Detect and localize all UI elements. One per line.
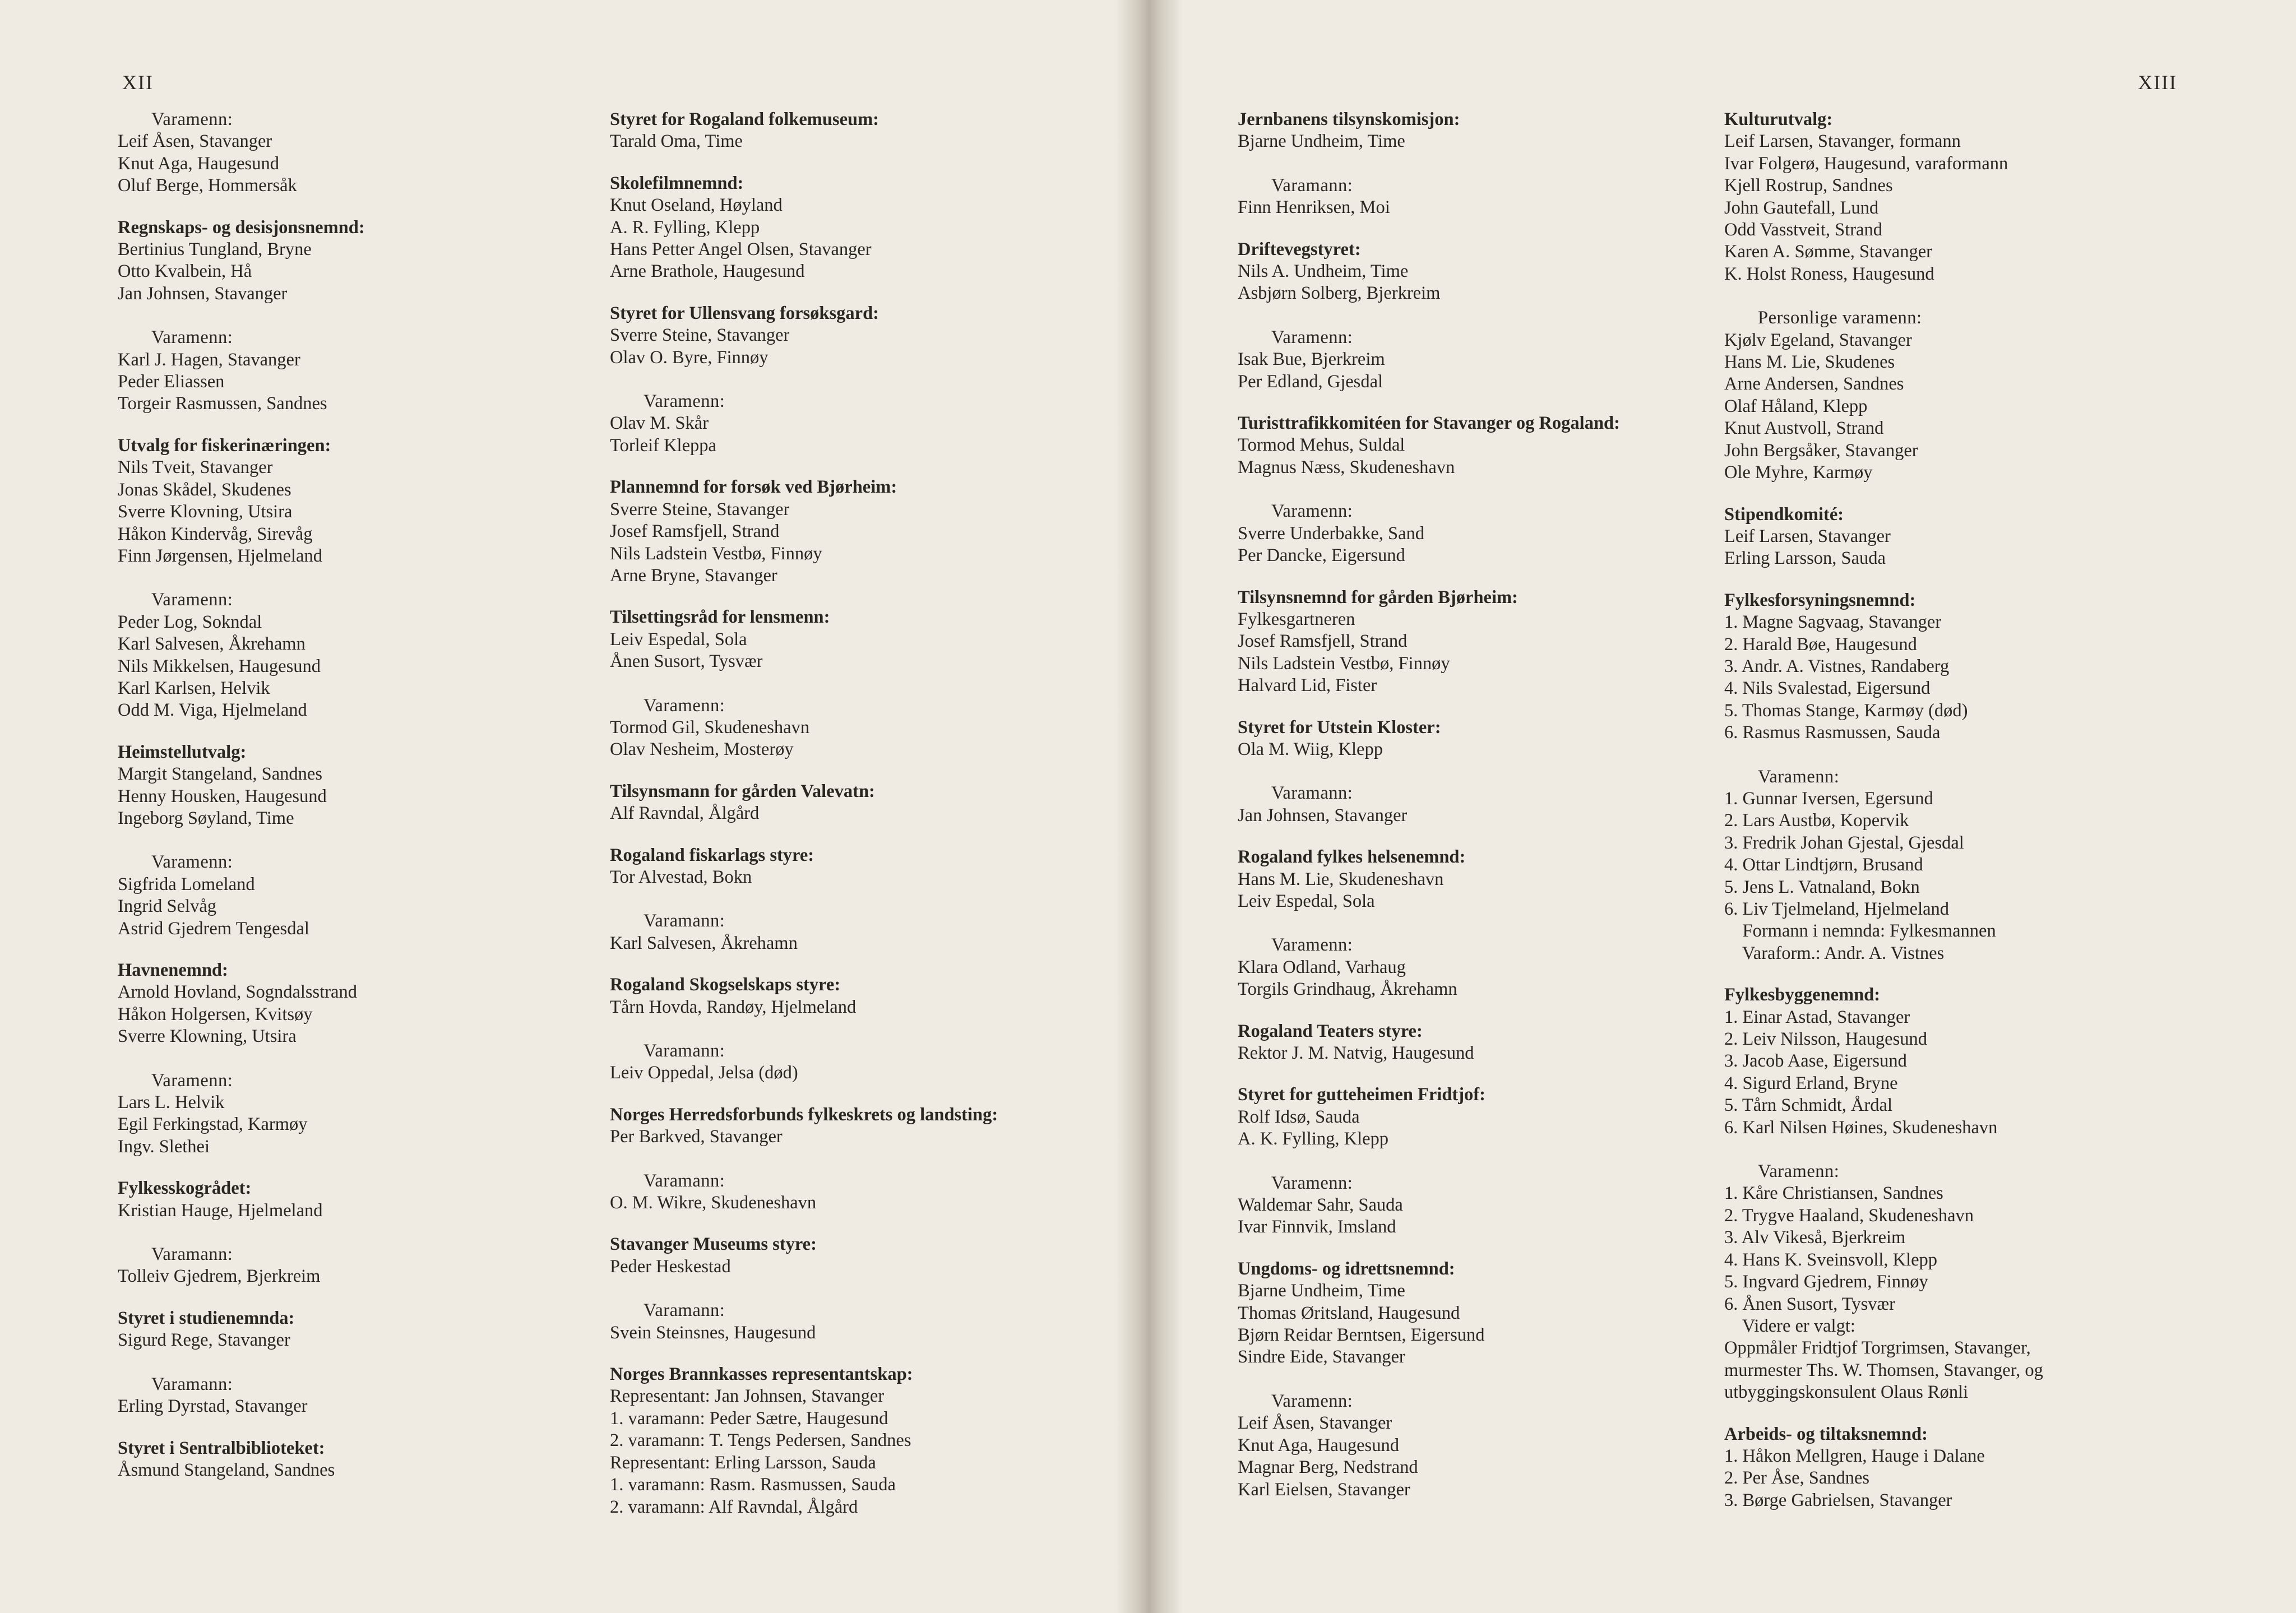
member-entry: Margit Stangeland, Sandnes [118,764,322,785]
member-entry: Arnold Hovland, Sogndalsstrand [118,982,357,1003]
member-entry: Ånen Susort, Tysvær [610,651,763,672]
member-entry: Nils A. Undheim, Time [1238,261,1409,282]
committee-title: Tilsettingsråd for lensmenn: [610,607,830,628]
deputies-heading: Varamenn: [1758,1161,1840,1182]
committee-title: Styret for gutteheimen Fridtjof: [1238,1084,1485,1105]
column-3 [1238,109,1720,1521]
member-entry: Tårn Hovda, Randøy, Hjelmeland [610,996,857,1017]
member-entry: Kjell Rostrup, Sandnes [1724,175,1893,196]
member-entry: Representant: Jan Johnsen, Stavanger [610,1386,885,1407]
member-entry: K. Holst Roness, Haugesund [1724,263,1934,284]
deputies-heading: Varamenn: [1271,1390,1353,1411]
member-entry: Arne Brathole, Haugesund [610,261,805,282]
member-entry: Sverre Steine, Stavanger [610,499,790,520]
member-entry: Tormod Gil, Skudeneshavn [610,717,810,738]
committee-title: Tilsynsnemnd for gården Bjørheim: [1238,587,1518,608]
deputies-heading: Varamenn: [1758,766,1840,787]
committee-section [610,303,1103,457]
member-entry: 2. Per Åse, Sandnes [1724,1468,1870,1489]
spacer [1238,305,1720,327]
member-entry: Otto Kvalbein, Hå [118,261,252,282]
member-entry: Ingv. Slethei [118,1136,210,1157]
spacer [1724,285,2229,307]
member-entry: Karl Eielsen, Stavanger [1238,1479,1410,1500]
committee-section [118,217,589,415]
member-entry: Sigfrida Lomeland [118,874,255,894]
deputies-heading: Varamenn: [1271,1172,1353,1193]
member-entry: Nils Mikkelsen, Haugesund [118,656,321,676]
spacer [1724,1139,2229,1161]
member-entry: Finn Henriksen, Moi [1238,197,1390,218]
member-entry: 1. varamann: Rasm. Rasmussen, Sauda [610,1475,896,1495]
member-entry: Svein Steinsnes, Haugesund [610,1322,816,1343]
committee-title: Rogaland fylkes helsenemnd: [1238,847,1466,868]
member-entry: John Gautefall, Lund [1724,197,1879,218]
member-entry: 5. Thomas Stange, Karmøy (død) [1724,700,1968,721]
member-entry: 5. Tårn Schmidt, Årdal [1724,1095,1892,1116]
column-1 [118,109,589,1501]
committee-title: Rogaland Skogselskaps styre: [610,975,841,995]
member-entry: Per Dancke, Eigersund [1238,545,1405,566]
member-entry: Hans Petter Angel Olsen, Stavanger [610,239,872,260]
member-entry: Bjørn Reidar Berntsen, Eigersund [1238,1325,1485,1346]
committee-title: Havnenemnd: [118,960,228,980]
deputies-heading: Varamenn: [151,852,233,873]
committee-section [610,1364,1103,1518]
member-entry: Olav Nesheim, Mosterøy [610,739,794,760]
deputies-heading: Varamenn: [1271,501,1353,522]
committee-section [1238,1021,1720,1065]
member-entry: Torleif Kleppa [610,435,716,456]
committee-title: Turisttrafikkomitéen for Stavanger og Rogaland: [1238,413,1620,434]
member-entry: Bertinius Tungland, Bryne [118,239,312,260]
deputies-heading: Varamenn: [151,1070,233,1091]
member-entry: 6. Karl Nilsen Høines, Skudeneshavn [1724,1117,1998,1138]
member-entry: 3. Jacob Aase, Eigersund [1724,1051,1907,1072]
spacer [118,1222,589,1244]
member-entry: Finn Jørgensen, Hjelmeland [118,545,322,566]
member-entry: Leif Larsen, Stavanger [1724,526,1891,546]
member-entry: Leif Åsen, Stavanger [1238,1413,1392,1434]
committee-section [1238,239,1720,393]
spacer [1238,912,1720,934]
member-entry: Tarald Oma, Time [610,131,743,152]
committee-title: Fylkesforsyningsnemnd: [1724,590,1916,610]
column-2 [610,109,1103,1538]
member-entry: 5. Ingvard Gjedrem, Finnøy [1724,1272,1928,1292]
member-entry: Hans M. Lie, Skudeneshavn [1238,869,1444,889]
committee-title: Skolefilmnemnd: [610,173,744,193]
committee-section [118,741,589,940]
member-entry: Rektor J. M. Natvig, Haugesund [1238,1043,1474,1063]
member-entry: Åsmund Stangeland, Sandnes [118,1459,335,1480]
committee-section [610,1234,1103,1344]
committee-section [118,1308,589,1418]
committee-title: Styret for Ullensvang forsøksgard: [610,303,879,323]
member-entry: Erling Dyrstad, Stavanger [118,1396,308,1417]
committee-title: Norges Herredsforbunds fylkeskrets og landsting: [610,1104,998,1125]
member-entry: Varaform.: Andr. A. Vistnes [1724,943,1945,963]
spacer [118,829,589,851]
member-entry: Sverre Steine, Stavanger [610,325,790,346]
page-number-left: XII [122,71,154,94]
committee-section [610,974,1103,1084]
member-entry: Sverre Underbakke, Sand [1238,523,1425,544]
committee-section [610,845,1103,955]
spacer [1238,761,1720,782]
member-entry: Jan Johnsen, Stavanger [118,283,288,304]
committee-section [118,960,589,1158]
spacer [610,369,1103,391]
spacer [610,1018,1103,1040]
member-entry: 6. Liv Tjelmeland, Hjelmeland [1724,899,1950,919]
committee-section [1724,1424,2229,1512]
member-entry: Erling Larsson, Sauda [1724,548,1886,569]
member-entry: 3. Andr. A. Vistnes, Randaberg [1724,656,1950,676]
member-entry: Leiv Espedal, Sola [610,629,747,650]
deputies-heading: Varamann: [644,1300,725,1321]
member-entry: A. R. Fylling, Klepp [610,217,760,238]
member-entry: Halvard Lid, Fister [1238,675,1377,696]
member-entry: Olaf Håland, Klepp [1724,396,1868,416]
member-entry: Oppmåler Fridtjof Torgrimsen, Stavanger, [1724,1338,2031,1359]
committee-title: Rogaland fiskarlags styre: [610,845,814,865]
member-entry: Torgils Grindhaug, Åkrehamn [1238,979,1457,1000]
committee-title: Styret for Rogaland folkemuseum: [610,109,879,129]
member-entry: 3. Fredrik Johan Gjestal, Gjesdal [1724,832,1964,853]
member-entry: Thomas Øritsland, Haugesund [1238,1303,1460,1323]
member-entry: Arne Andersen, Sandnes [1724,374,1904,395]
member-entry: Tor Alvestad, Bokn [610,866,752,887]
deputies-heading: Personlige varamenn: [1758,308,1922,328]
member-entry: Rolf Idsø, Sauda [1238,1106,1360,1127]
deputies-heading: Varamenn: [1271,327,1353,347]
deputies-heading: Varamann: [1271,175,1353,196]
member-entry: Josef Ramsfjell, Strand [1238,631,1408,652]
member-entry: Karl J. Hagen, Stavanger [118,349,300,370]
member-entry: Håkon Holgersen, Kvitsøy [118,1004,313,1025]
committee-section [610,781,1103,825]
member-entry: Waldemar Sahr, Sauda [1238,1195,1403,1216]
member-entry: Tormod Mehus, Suldal [1238,435,1405,456]
member-entry: Sigurd Rege, Stavanger [118,1330,290,1351]
member-entry: Magnar Berg, Nedstrand [1238,1457,1418,1478]
member-entry: Sindre Eide, Stavanger [1238,1347,1405,1368]
member-entry: 3. Alv Vikeså, Bjerkreim [1724,1227,1906,1248]
committee-section [1724,590,2229,965]
member-entry: 2. Trygve Haaland, Skudeneshavn [1724,1205,1974,1226]
member-entry: Knut Aga, Haugesund [1238,1435,1399,1456]
committee-section [610,109,1103,153]
member-entry: 6. Rasmus Rasmussen, Sauda [1724,722,1941,743]
committee-section [610,1104,1103,1215]
member-entry: Kjølv Egeland, Stavanger [1724,330,1912,350]
member-entry: Jonas Skådel, Skudenes [118,479,291,500]
member-entry: Hans M. Lie, Skudenes [1724,352,1895,373]
committee-section [118,435,589,722]
committee-section [1238,1258,1720,1501]
committee-title: Stipendkomité: [1724,504,1844,525]
member-entry: 1. Magne Sagvaag, Stavanger [1724,612,1942,633]
committee-section [1238,412,1720,567]
member-entry: Bjarne Undheim, Time [1238,131,1405,152]
member-entry: Knut Aga, Haugesund [118,153,279,174]
member-entry: Ingeborg Søyland, Time [118,808,294,828]
member-entry: Egil Ferkingstad, Karmøy [118,1114,308,1135]
committee-title: Styret for Utstein Kloster: [1238,717,1441,738]
member-entry: Odd Vasstveit, Strand [1724,220,1882,240]
member-entry: Karl Karlsen, Helvik [118,678,270,698]
member-entry: Karen A. Sømme, Stavanger [1724,242,1932,262]
member-entry: Nils Ladstein Vestbø, Finnøy [1238,653,1450,674]
spacer [610,673,1103,695]
committee-section [610,173,1103,283]
committee-title: Heimstellutvalg: [118,741,247,762]
member-entry: 2. varamann: T. Tengs Pedersen, Sandnes [610,1430,911,1451]
member-entry: Sverre Klovning, Utsira [118,502,293,522]
committee-section [118,1178,589,1288]
committee-title: Regnskaps- og desisjonsnemnd: [118,217,365,238]
committee-title: Jernbanens tilsynskomisjon: [1238,109,1460,129]
member-entry: Josef Ramsfjell, Strand [610,521,780,542]
deputies-heading: Varamann: [644,1170,725,1191]
committee-section [1238,846,1720,1000]
member-entry: Alf Ravndal, Ålgård [610,803,760,824]
book-gutter [1115,0,1183,1613]
committee-section [1238,587,1720,697]
spacer [1724,744,2229,766]
member-entry: 2. Lars Austbø, Kopervik [1724,810,1909,831]
member-entry: O. M. Wikre, Skudeneshavn [610,1193,817,1213]
committee-title: Fylkesskogrådet: [118,1178,252,1199]
committee-section [1238,717,1720,827]
committee-title: Styret i studienemnda: [118,1308,295,1328]
member-entry: 4. Ottar Lindtjørn, Brusand [1724,855,1923,875]
member-entry: Kristian Hauge, Hjelmeland [118,1200,323,1221]
member-entry: Isak Bue, Bjerkreim [1238,349,1385,370]
member-entry: Peder Heskestad [610,1256,731,1277]
member-entry: Ingrid Selvåg [118,896,217,917]
deputies-heading: Varamenn: [151,109,233,129]
member-entry: 5. Jens L. Vatnaland, Bokn [1724,877,1920,897]
member-entry: Knut Oseland, Høyland [610,195,783,216]
member-entry: Oluf Berge, Hommersåk [118,175,297,196]
member-entry: John Bergsåker, Stavanger [1724,440,1918,461]
member-entry: 1. varamann: Peder Sætre, Haugesund [610,1408,888,1429]
member-entry: Knut Austvoll, Strand [1724,418,1884,439]
member-entry: Fylkesgartneren [1238,609,1355,629]
committee-title: Styret i Sentralbiblioteket: [118,1438,325,1458]
member-entry: 2. Leiv Nilsson, Haugesund [1724,1029,1927,1050]
committee-section [1724,984,2229,1403]
deputies-heading: Varamenn: [1271,935,1353,956]
spacer [610,1148,1103,1170]
committee-section [610,476,1103,587]
page-number-right: XIII [2138,71,2177,94]
deputies-heading: Varamenn: [151,590,233,610]
spacer [1238,1369,1720,1390]
deputies-heading: Varamann: [151,1374,233,1394]
member-entry: Per Barkved, Stavanger [610,1127,783,1147]
spacer [118,1352,589,1374]
committee-title: Stavanger Museums styre: [610,1234,817,1255]
committee-title: Tilsynsmann for gården Valevatn: [610,781,875,801]
committee-section [1238,1084,1720,1238]
column-4 [1724,109,2229,1531]
spacer [1238,479,1720,500]
member-entry: A. K. Fylling, Klepp [1238,1129,1389,1150]
member-entry: Ole Myhre, Karmøy [1724,462,1873,483]
deputies-heading: Varamenn: [151,327,233,348]
spacer [610,888,1103,910]
spacer [1238,1151,1720,1172]
deputies-heading: Varamann: [1271,783,1353,804]
member-entry: Formann i nemnda: Fylkesmannen [1724,921,1996,942]
member-entry: Bjarne Undheim, Time [1238,1281,1405,1301]
member-entry: Jan Johnsen, Stavanger [1238,805,1408,826]
committee-title: Utvalg for fiskerinæringen: [118,435,331,456]
member-entry: Peder Log, Sokndal [118,611,262,632]
committee-section [1238,109,1720,219]
member-entry: Magnus Næss, Skudeneshavn [1238,457,1455,478]
member-entry: Ivar Folgerø, Haugesund, varaformann [1724,153,2008,174]
member-entry: Tolleiv Gjedrem, Bjerkreim [118,1266,321,1287]
committee-title: Arbeids- og tiltaksnemnd: [1724,1424,1928,1444]
member-entry: 4. Hans K. Sveinsvoll, Klepp [1724,1249,1938,1270]
member-entry: Astrid Gjedrem Tengesdal [118,918,309,939]
member-entry: 1. Kåre Christiansen, Sandnes [1724,1183,1943,1204]
member-entry: Nils Ladstein Vestbø, Finnøy [610,543,822,564]
member-entry: utbyggingskonsulent Olaus Rønli [1724,1382,1969,1403]
committee-title: Fylkesbyggenemnd: [1724,985,1881,1005]
member-entry: Videre er valgt: [1724,1315,1855,1336]
committee-title: Plannemnd for forsøk ved Bjørheim: [610,477,897,498]
member-entry: 2. varamann: Alf Ravndal, Ålgård [610,1496,858,1517]
member-entry: 4. Nils Svalestad, Eigersund [1724,678,1931,699]
committee-section [1724,504,2229,570]
deputies-heading: Varamann: [644,911,725,931]
member-entry: murmester Ths. W. Thomsen, Stavanger, og [1724,1360,2043,1380]
member-entry: Sverre Klowning, Utsira [118,1026,297,1047]
committee-title: Kulturutvalg: [1724,109,1833,129]
member-entry: Leiv Oppedal, Jelsa (død) [610,1063,798,1083]
spacer [118,1048,589,1070]
member-entry: Henny Housken, Haugesund [118,786,327,806]
member-entry: Karl Salvesen, Åkrehamn [610,933,798,953]
member-entry: 4. Sigurd Erland, Bryne [1724,1073,1898,1093]
member-entry: Ivar Finnvik, Imsland [1238,1217,1396,1237]
committee-title: Norges Brannkasses representantskap: [610,1364,913,1385]
spacer [610,1278,1103,1300]
committee-section [118,1438,589,1482]
member-entry: Leif Åsen, Stavanger [118,131,272,152]
spacer [1238,153,1720,175]
member-entry: 3. Børge Gabrielsen, Stavanger [1724,1490,1952,1510]
member-entry: Ola M. Wiig, Klepp [1238,739,1383,759]
deputies-heading: Varamann: [644,1041,725,1061]
deputies-heading: Varamann: [151,1244,233,1265]
member-entry: Nils Tveit, Stavanger [118,457,273,478]
member-entry: Per Edland, Gjesdal [1238,371,1383,392]
member-entry: Odd M. Viga, Hjelmeland [118,700,307,721]
committee-title: Ungdoms- og idrettsnemnd: [1238,1258,1455,1279]
member-entry: Olav O. Byre, Finnøy [610,347,769,368]
member-entry: 1. Håkon Mellgren, Hauge i Dalane [1724,1445,1985,1466]
member-entry: 1. Gunnar Iversen, Egersund [1724,788,1933,809]
member-entry: Olav M. Skår [610,413,709,434]
member-entry: Torgeir Rasmussen, Sandnes [118,393,327,414]
member-entry: Arne Bryne, Stavanger [610,565,777,586]
committee-title: Driftevegstyret: [1238,239,1361,259]
member-entry: Representant: Erling Larsson, Sauda [610,1452,876,1473]
deputies-heading: Varamenn: [644,391,725,412]
member-entry: Klara Odland, Varhaug [1238,957,1406,977]
member-entry: Håkon Kindervåg, Sirevåg [118,523,313,544]
committee-title: Rogaland Teaters styre: [1238,1021,1423,1041]
member-entry: 2. Harald Bøe, Haugesund [1724,634,1917,655]
spacer [118,567,589,589]
member-entry: Peder Eliassen [118,372,225,392]
deputies-heading: Varamenn: [644,695,725,716]
member-entry: Leif Larsen, Stavanger, formann [1724,131,1961,152]
committee-section [610,606,1103,761]
member-entry: Lars L. Helvik [118,1092,225,1113]
member-entry: Leiv Espedal, Sola [1238,891,1375,911]
spacer [118,305,589,327]
committee-section [118,109,589,197]
member-entry: Karl Salvesen, Åkrehamn [118,634,305,655]
committee-section [1724,109,2229,484]
member-entry: Asbjørn Solberg, Bjerkreim [1238,283,1441,304]
member-entry: 6. Ånen Susort, Tysvær [1724,1294,1895,1314]
member-entry: 1. Einar Astad, Stavanger [1724,1007,1910,1027]
